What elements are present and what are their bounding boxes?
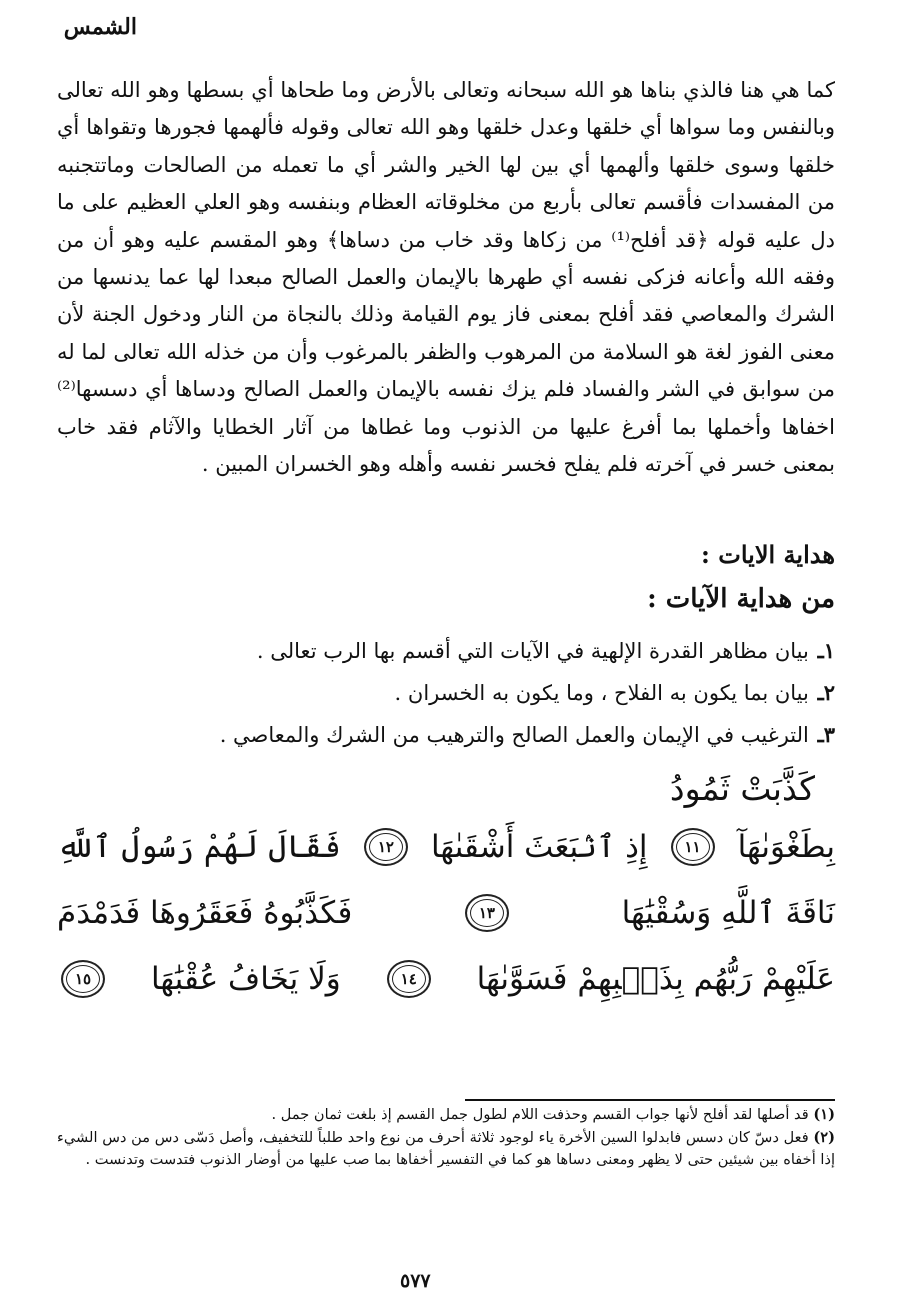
ayah-number-marker: ١١ <box>671 828 715 866</box>
list-text: بيان بما يكون به الفلاح ، وما يكون به الخسران . <box>394 681 809 705</box>
list-number: ٣ـ <box>817 722 835 747</box>
ayah-number-marker: ١٣ <box>465 894 509 932</box>
tafsir-paragraph: كما هي هنا فالذي بناها هو الله سبحانه وتعالى بالأرض وما طحاها أي بسطها وهو الله تعالى وبالنفس وما سواها أي خلقها وعدل خلقها وهو الله تعالى وقوله فألهمها فجورها وتقواها أي خلقها وسوى خلقها وألهمها أي بين لها الخير والشر أي ما تعمله من الصالحات وماتتجنبه من المفسدات فأقسم تعالى بأربع من مخلوقاته العظام وبنفسه وهو العلي العظيم على ما دل عليه قوله ﴿قد أفلح⁽¹⁾ من زكاها وقد خاب من دساها﴾ وهو المقسم عليه وهو أن من وفقه الله وأعانه فزكى نفسه أي طهرها بالإيمان والعمل الصالح مبعدا لها عما يدنسها من الشرك والمعاصي فقد أفلح بمعنى فاز يوم القيامة وذلك بالنجاة من النار ودخول الجنة لأن معنى الفوز لغة هو السلامة من المرهوب والظفر بالمرغوب وأن من خذله الله تعالى لما له من سوابق في الشر والفساد فلم يزك نفسه بالإيمان والعمل الصالح ودساها أي دسسها⁽²⁾ اخفاها وأخملها بما أفرغ عليها من الذنوب وما غطاها من آثار الخطايا والآثام فقد خاب بمعنى خسر في آخرته فلم يفلح فخسر نفسه وأهله وهو الخسران المبين . <box>57 78 835 477</box>
ayah-number-marker: ١٤ <box>387 960 431 998</box>
footnote <box>57 1104 835 1127</box>
verse-text: عَلَيْهِمْ رَبُّهُم بِذَنۢبِهِمْ فَسَوَّىٰهَا <box>476 961 835 997</box>
footnotes <box>57 1104 835 1172</box>
list-text: الترغيب في الإيمان والعمل الصالح والترهيب من الشرك والمعاصي . <box>219 723 809 747</box>
footnote-number: (٢) <box>813 1128 835 1146</box>
footnote <box>57 1127 835 1172</box>
surah-header: الشمس <box>63 14 137 40</box>
list-number: ١ـ <box>817 638 835 663</box>
verse-text: فَكَذَّبُوهُ فَعَقَرُوهَا فَدَمْدَمَ <box>57 895 353 931</box>
footnote-text: فعل دسّ كان دسس فابدلوا السين الأخرة ياء لوجود ثلاثة أحرف من نوع واحد طلباً للتخفيف، وأصل دَسّى دس من دس الشيء إذا أخفاه بين شيئين حتى لا يظهر ومعنى دساها هو كما في التفسير أخفاها بما صب عليها من أوضار الذنوب فتدست وتدنست . <box>57 1128 835 1168</box>
ayah-number-marker: ١٢ <box>364 828 408 866</box>
verse-text: نَاقَةَ ٱللَّهِ وَسُقْيَٰهَا <box>621 895 835 931</box>
list-number: ٢ـ <box>817 680 835 705</box>
quran-verses <box>57 764 835 1012</box>
list-item <box>57 714 835 756</box>
list-item <box>57 672 835 714</box>
footnote-divider <box>465 1099 835 1101</box>
list-item <box>57 630 835 672</box>
quran-line <box>57 814 835 880</box>
quran-opening: كَذَّبَتْ ثَمُودُ <box>669 769 815 808</box>
guidance-list <box>57 630 835 756</box>
tafsir-body <box>57 72 835 483</box>
verse-text: وَلَا يَخَافُ عُقْبَٰهَا <box>150 961 341 997</box>
list-text: بيان مظاهر القدرة الإلهية في الآيات التي أقسم بها الرب تعالى . <box>256 639 809 663</box>
page-number: ٥٧٧ <box>400 1270 431 1292</box>
quran-line <box>57 946 835 1012</box>
footnote-number: (١) <box>813 1106 835 1123</box>
verse-text: إِذِ ٱنۢبَعَثَ أَشْقَىٰهَا <box>430 829 648 865</box>
ayah-number-marker: ١٥ <box>61 960 105 998</box>
quran-line <box>57 880 835 946</box>
verse-text: بِطَغْوَىٰهَآ <box>737 829 835 865</box>
verse-text: فَقَالَ لَهُمْ رَسُولُ ٱللَّهِ <box>57 829 341 865</box>
section-subheading: من هداية الآيات : <box>647 584 835 614</box>
footnote-text: قد أصلها لقد أفلح لأنها جواب القسم وحذفت اللام لطول جمل القسم إذ بلغت ثمان جمل . <box>271 1106 809 1123</box>
section-heading: هداية الايات : <box>701 540 835 569</box>
